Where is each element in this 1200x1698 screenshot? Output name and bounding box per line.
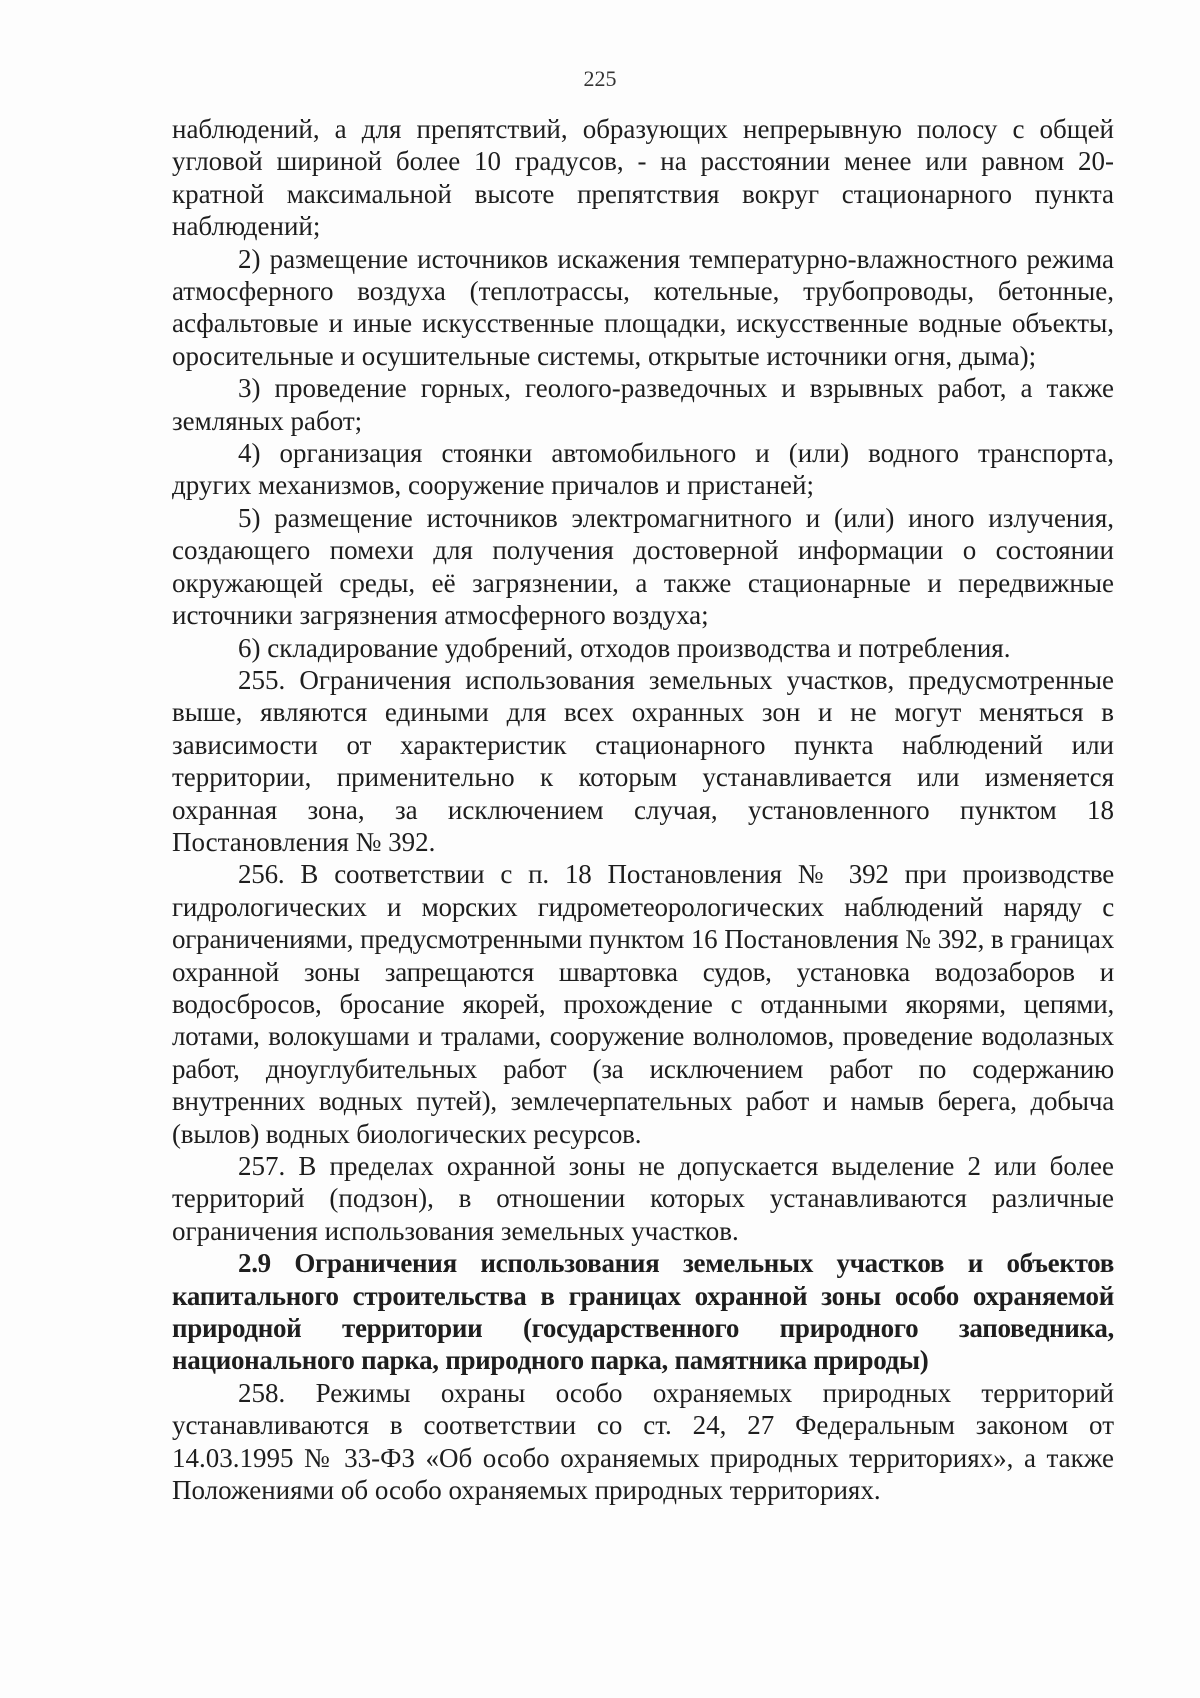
section-heading: 2.9 Ограничения использования земельных участков и объектов капитального строительства в границах охранной зоны особо охраняемой природной территории (государственного природного заповедника, национального парка, природного парка, памятника природы) (172, 1248, 1114, 1376)
list-item-5: 5) размещение источников электромагнитного и (или) иного излучения, создающего помехи для получения достоверной информации о состоянии окружающей среды, её загрязнении, а также стационарные и передвижные источники загрязнения атмосферного воздуха; (172, 502, 1114, 631)
list-item-6: 6) складирование удобрений, отходов производства и потребления. (238, 632, 1011, 663)
paragraph-255: 255. Ограничения использования земельных участков, предусмотренные выше, являются едиными для всех охранных зон и не могут меняться в зависимости от характеристик стационарного пункта наблюдений или территории, применительно к которым устанавливается или изменяется охранная зона, за исключением случая, установленного пунктом 18 Постановления № 392. (172, 664, 1114, 857)
paragraph-continuation: наблюдений, а для препятствий, образующих непрерывную полосу с общей угловой шириной более 10 градусов, - на расстоянии менее или равном 20-кратной максимальной высоте препятствия вокруг стационарного пункта наблюдений; (172, 114, 1114, 242)
paragraph-256: 256. В соответствии с п. 18 Постановления № 392 при производстве гидрологических и морских гидрометеорологических наблюдений наряду с ограничениями, предусмотренными пунктом 16 Постановления № 392, в границах охранной зоны запрещаются швартовка судов, установка водозаборов и водосбросов, бросание якорей, прохождение с отданными якорями, цепями, лотами, волокушами и тралами, сооружение волноломов, проведение водолазных работ, дноуглубительных работ (за исключением работ по содержанию внутренних водных путей), землечерпательных работ и намыв берега, добыча (вылов) водных биологических ресурсов. (172, 859, 1114, 1149)
paragraph-257: 257. В пределах охранной зоны не допускается выделение 2 или более территорий (подзон), в отношении которых устанавливаются различные ограничения использования земельных участков. (172, 1151, 1114, 1246)
page-number: 225 (583, 66, 617, 91)
list-item-3: 3) проведение горных, геолого-разведочных и взрывных работ, а также земляных работ; (172, 373, 1114, 436)
paragraph-258: 258. Режимы охраны особо охраняемых природных территорий устанавливаются в соответствии со ст. 24, 27 Федеральным законом от 14.03.1995 № 33-ФЗ «Об особо охраняемых природных территориях», а также Положениями об особо охраняемых природных территориях. (172, 1377, 1114, 1506)
list-item-2: 2) размещение источников искажения температурно-влажностного режима атмосферного воздуха (теплотрассы, котельные, трубопроводы, бетонные, асфальтовые и иные искусственные площадки, искусственные водные объекты, оросительные и осушительные системы, открытые источники огня, дыма); (172, 243, 1114, 371)
document-body (172, 113, 1114, 1506)
list-item-4: 4) организация стоянки автомобильного и (или) водного транспорта, других механизмов, сооружение причалов и пристаней; (172, 438, 1114, 501)
